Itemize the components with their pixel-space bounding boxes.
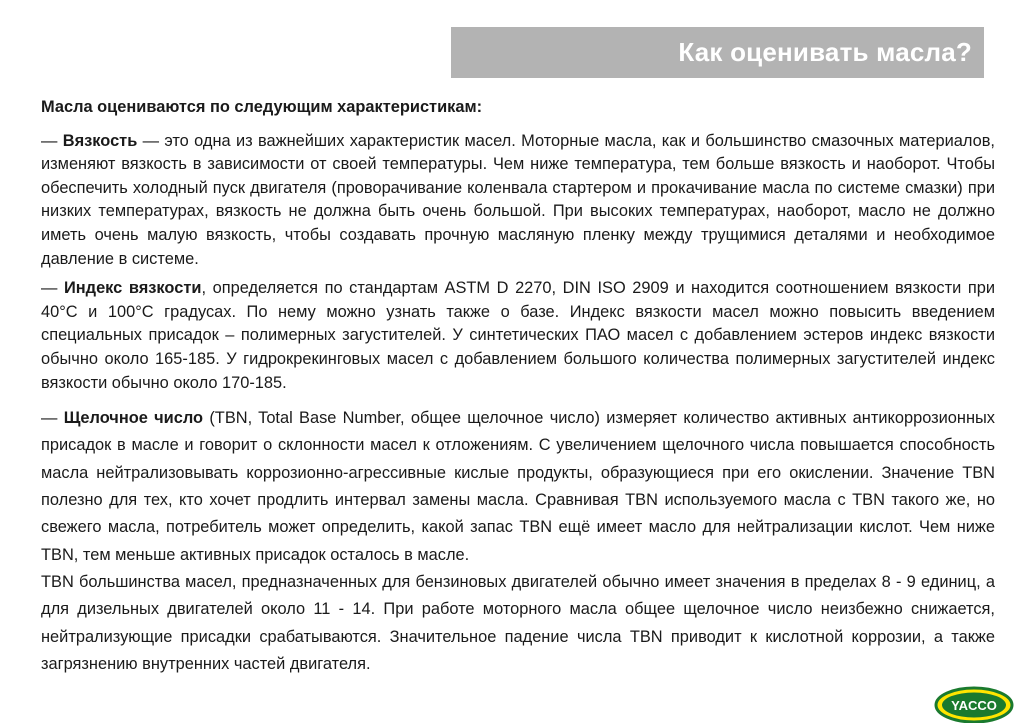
main-content (41, 96, 995, 678)
base-number-text: (TBN, Total Base Number, общее щелочное число) измеряет количество активных антикоррозионных присадок в масле и говорит о склонности масел к отложениям. С увеличением щелочного числа повышается способность масла нейтрализовывать коррозионно-агрессивные кислые продукты, образующиеся при его окислении. Значение TBN полезно для тех, кто хочет продлить интервал замены масла. Сравнивая TBN используемого масла с TBN такого же, но свежего масла, потребитель может определить, какой запас TBN ещё имеет масло для нейтрализации кислот. Чем ниже TBN, тем меньше активных присадок осталось в масле. (41, 409, 996, 564)
viscosity-text: — это одна из важнейших характеристик масел. Моторные масла, как и большинство смазочных материалов, изменяют вязкость в зависимости от своей температуры. Чем ниже температура, тем больше вязкость и наоборот. Чтобы обеспечить холодный пуск двигателя (проворачивание коленвала стартером и прокачивание масла по системе смазки) при низких температурах, вязкость не должна быть очень большой. При высоких температурах, наоборот, масло не должно иметь очень малую вязкость, чтобы создавать прочную масляную пленку между трущимися деталями и необходимое давление в системе. (41, 131, 995, 268)
viscosity-paragraph (41, 130, 995, 272)
viscosity-index-dash: — (41, 279, 64, 298)
viscosity-index-term: Индекс вязкости (63, 279, 202, 298)
base-number-dash: — (41, 409, 64, 428)
base-number-paragraph (41, 405, 995, 569)
viscosity-dash: — (41, 131, 63, 150)
viscosity-index-text: , определяется по стандартам ASTM D 2270, DIN ISO 2909 и находится соотношением вязкости при 40°С и 100°С градусах. По нему можно узнать также о базе. Индекс вязкости масел можно повысить введением специальных присадок – полимерных загустителей. У синтетических ПАО масел с добавлением эстеров индекс вязкости обычно около 165-185. У гидрокрекинговых масел с добавлением большого количества полимерных загустителей индекс вязкости обычно около 170-185. (41, 279, 996, 392)
tbn-note-paragraph: TBN большинства масел, предназначенных для бензиновых двигателей обычно имеет значения в пределах 8 - 9 единиц, а для дизельных двигателей около 11 - 14. При работе моторного масла общее щелочное число неизбежно снижается, нейтрализующие присадки срабатываются. Значительное падение числа TBN приводит к кислотной коррозии, а также загрязнению внутренних частей двигателя. (41, 572, 995, 673)
viscosity-index-paragraph (41, 277, 995, 395)
viscosity-term: Вязкость (62, 131, 138, 150)
base-number-term: Щелочное число (63, 409, 204, 428)
intro-heading: Масла оцениваются по следующим характеристикам: (41, 98, 483, 116)
title-bar (451, 27, 984, 78)
yacco-logo-text: YACCO (951, 698, 997, 713)
page-title: Как оценивать масла? (678, 37, 972, 67)
yacco-logo (933, 683, 1015, 723)
